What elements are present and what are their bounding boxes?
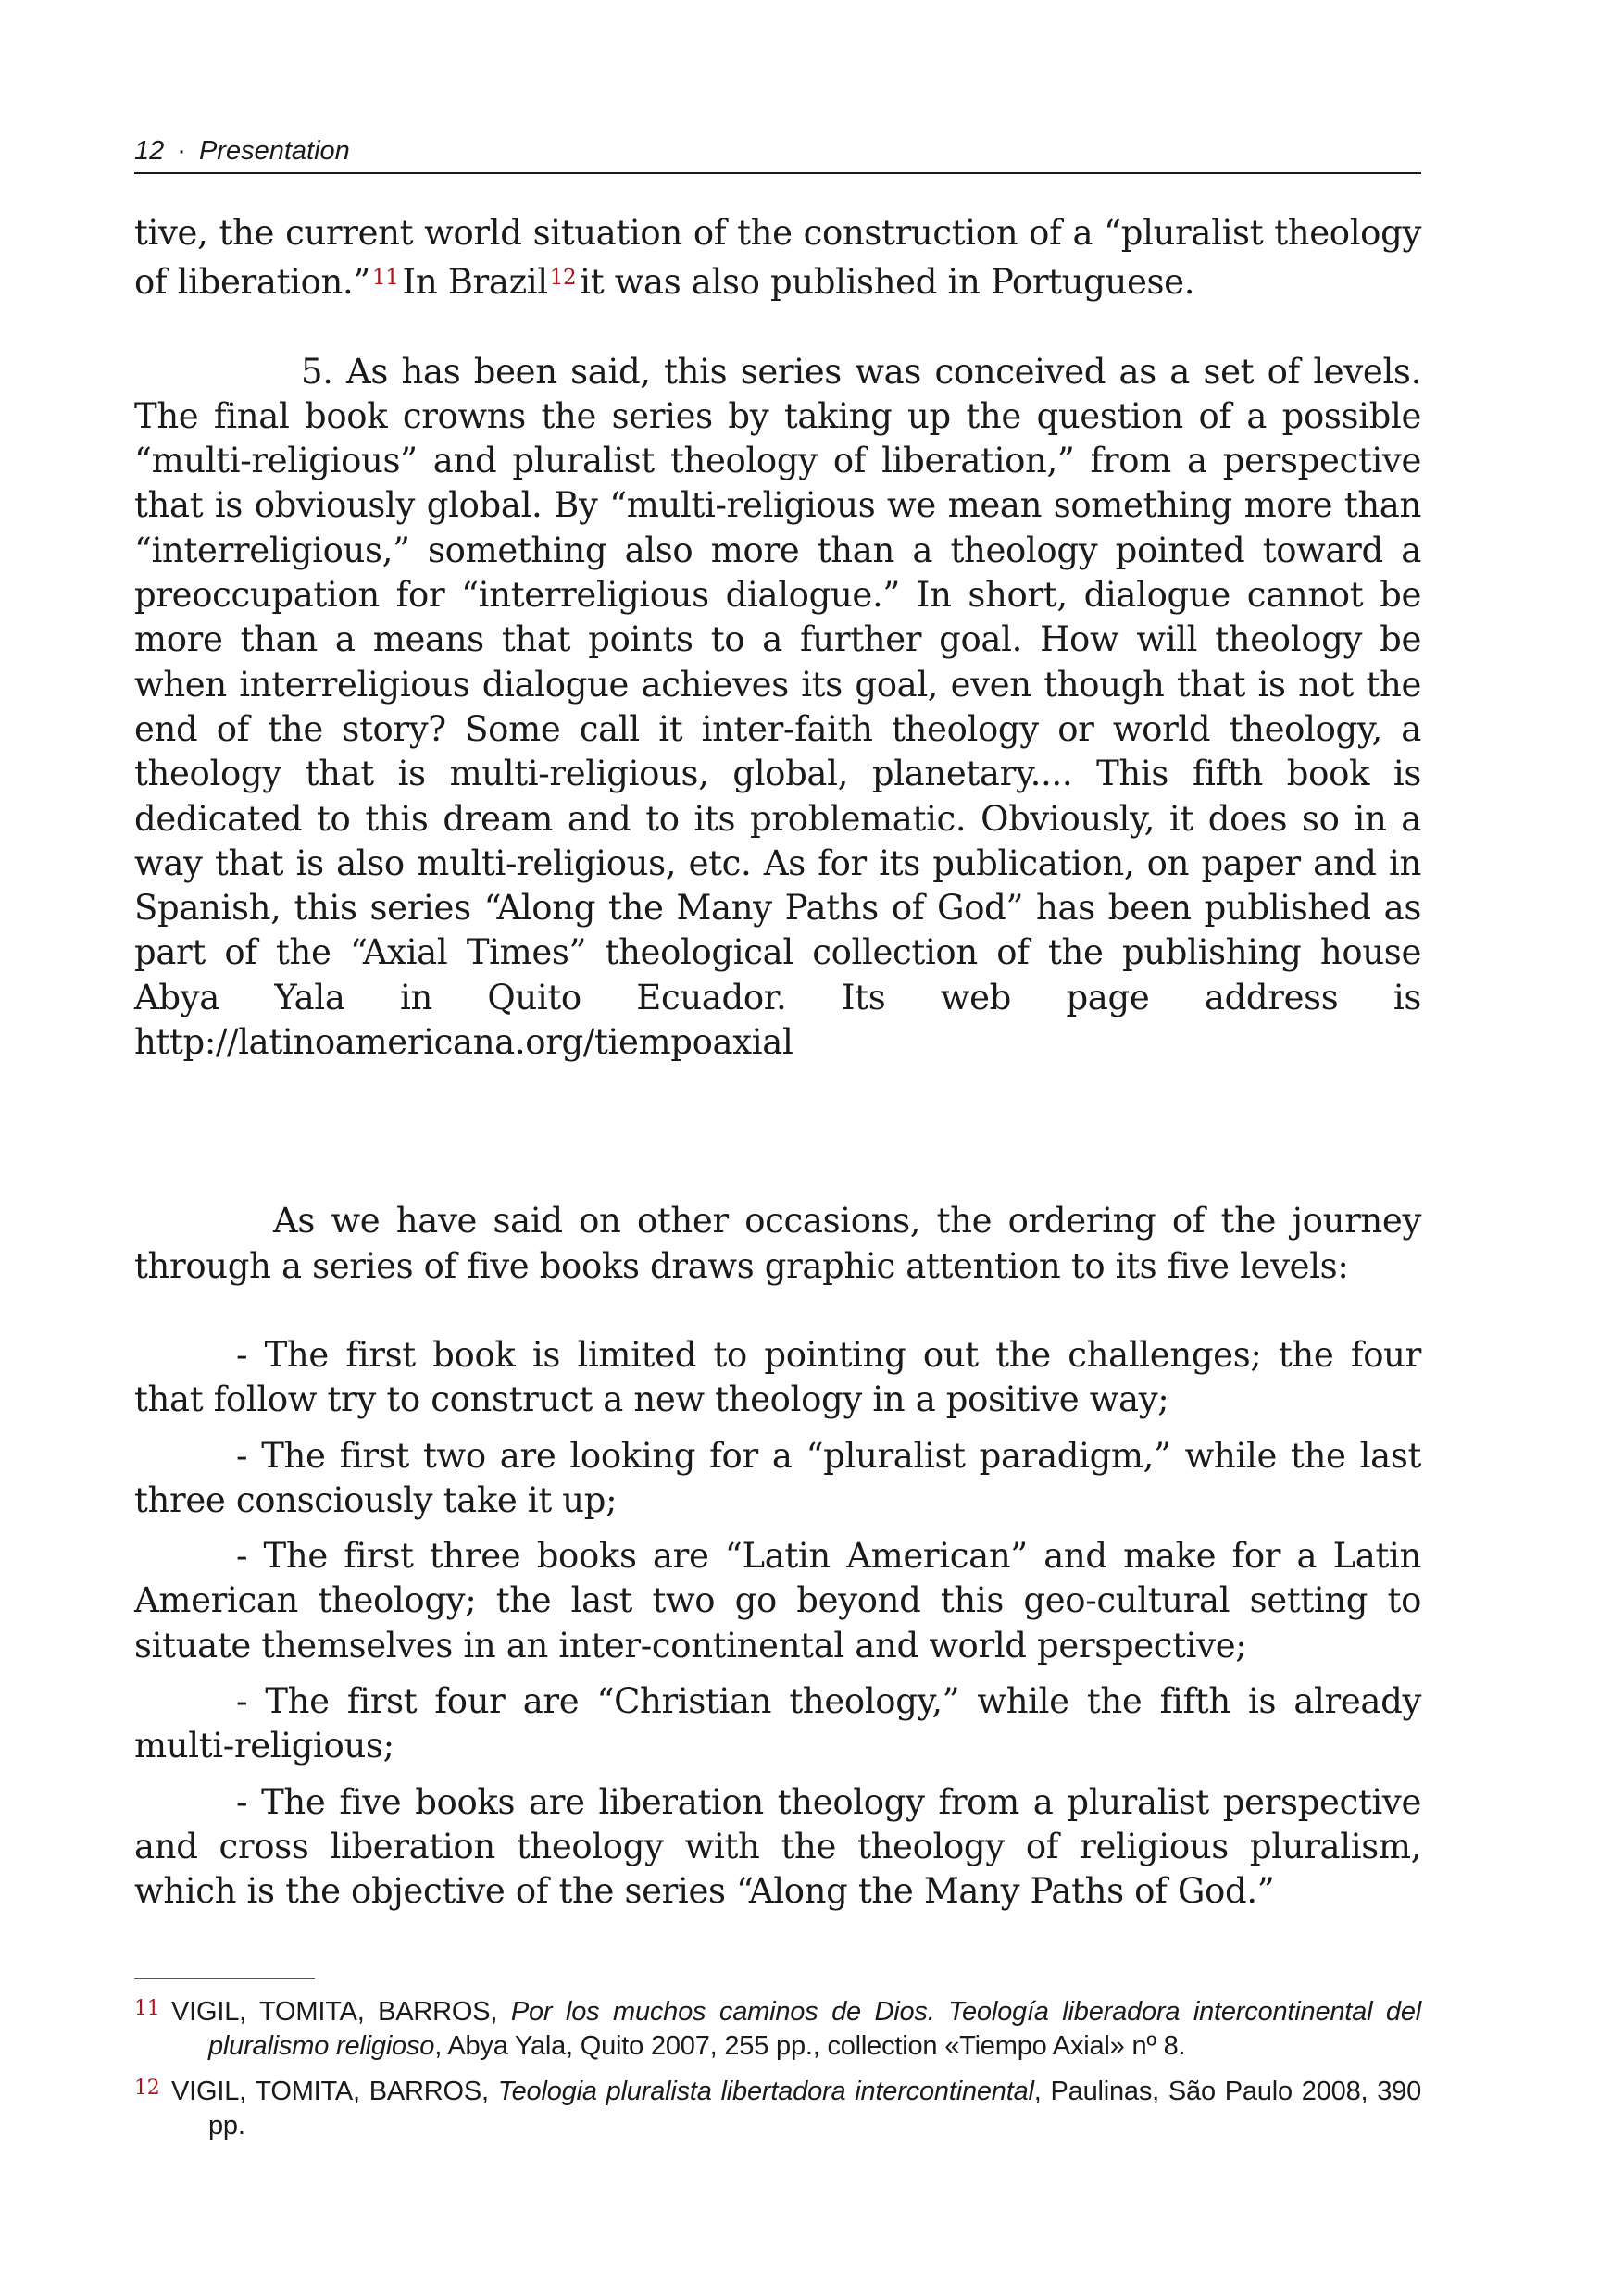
- section-title: Presentation: [198, 136, 350, 166]
- body-text: [134, 211, 1421, 1926]
- footnote-authors: VIGIL, TOMITA, BARROS,: [171, 1997, 498, 2027]
- paragraph-five-levels-intro: As we have said on other occasions, the ordering of the journey through a series of five books draws graphic attention to its five levels:: [134, 1201, 1421, 1286]
- list-item: - The first four are “Christian theology,” while the fifth is already multi-religious;: [134, 1681, 1421, 1766]
- list-item: - The first three books are “Latin American” and make for a Latin American theology; the last two go beyond this geo-cultural setting to situate themselves in an inter-continental and world perspective;: [134, 1536, 1421, 1666]
- list-item: - The first two are looking for a “pluralist paradigm,” while the last three consciously take it up;: [134, 1435, 1421, 1520]
- footnote-ref-11[interactable]: 11: [371, 266, 399, 291]
- levels-list: [134, 1333, 1421, 1915]
- page-number: 12: [134, 136, 165, 166]
- footnote-divider: [134, 1978, 315, 1979]
- footnote-title: Por los muchos caminos de Dios. Teología liberadora intercontinental del pluralismo religioso: [208, 1997, 1422, 2061]
- header-separator: ·: [177, 136, 186, 166]
- list-item: - The five books are liberation theology from a pluralist perspective and cross liberation theology with the theology of religious pluralism, which is the objective of the series “Along the Many Paths of God.”: [134, 1781, 1421, 1912]
- footnote-11: [134, 1995, 1421, 2064]
- paragraph-continuation: [134, 211, 1421, 306]
- footnote-title: Teologia pluralista libertadora intercontinental: [497, 2077, 1034, 2106]
- footnote-ref-12[interactable]: 12: [549, 266, 577, 291]
- footnotes: [134, 1995, 1421, 2154]
- footnote-details: , Paulinas, São Paulo 2008, 390 pp.: [208, 2077, 1422, 2140]
- running-header: [134, 130, 1421, 174]
- footnote-number: 12: [134, 2077, 160, 2100]
- list-item: - The first book is limited to pointing out the challenges; the four that follow try to construct a new theology in a positive way;: [134, 1334, 1421, 1420]
- footnote-details: , Abya Yala, Quito 2007, 255 pp., collection «Tiempo Axial» nº 8.: [434, 2031, 1186, 2061]
- footnote-number: 11: [134, 1997, 160, 2020]
- paragraph-point-5: 5. As has been said, this series was conceived as a set of levels. The final book crowns the series by taking up the question of a possible “multi-religious” and pluralist theology of liberation,” from a perspective that is obviously global. By “multi-religious we mean something more than “interreligious,” something also more than a theology pointed toward a preoccupation for “interreligious dialogue.” In short, dialogue cannot be more than a means that points to a further goal. How will theology be when interreligious dialogue achieves its goal, even though that is not the end of the story? Some call it inter-faith theology or world theology, a theology that is multi-religious, global, planetary.... This fifth book is dedicated to this dream and to its problematic. Obviously, it does so in a way that is also multi-religious, etc. As for its publication, on paper and in Spanish, this series “Along the Many Paths of God” has been published as part of the “Axial Times” theological collection of the publishing house Abya Yala in Quito Ecuador. Its web page address is http://latinoamericana.org/tiempoaxial: [134, 351, 1421, 1063]
- paragraph-text: In Brazil: [402, 262, 548, 303]
- paragraph-text: tive, the current world situation of the construction of a “pluralist theology of liberation.”: [134, 213, 1421, 303]
- footnote-12: [134, 2075, 1421, 2143]
- footnote-authors: VIGIL, TOMITA, BARROS,: [171, 2077, 489, 2106]
- paragraph-text: it was also published in Portuguese.: [580, 262, 1195, 303]
